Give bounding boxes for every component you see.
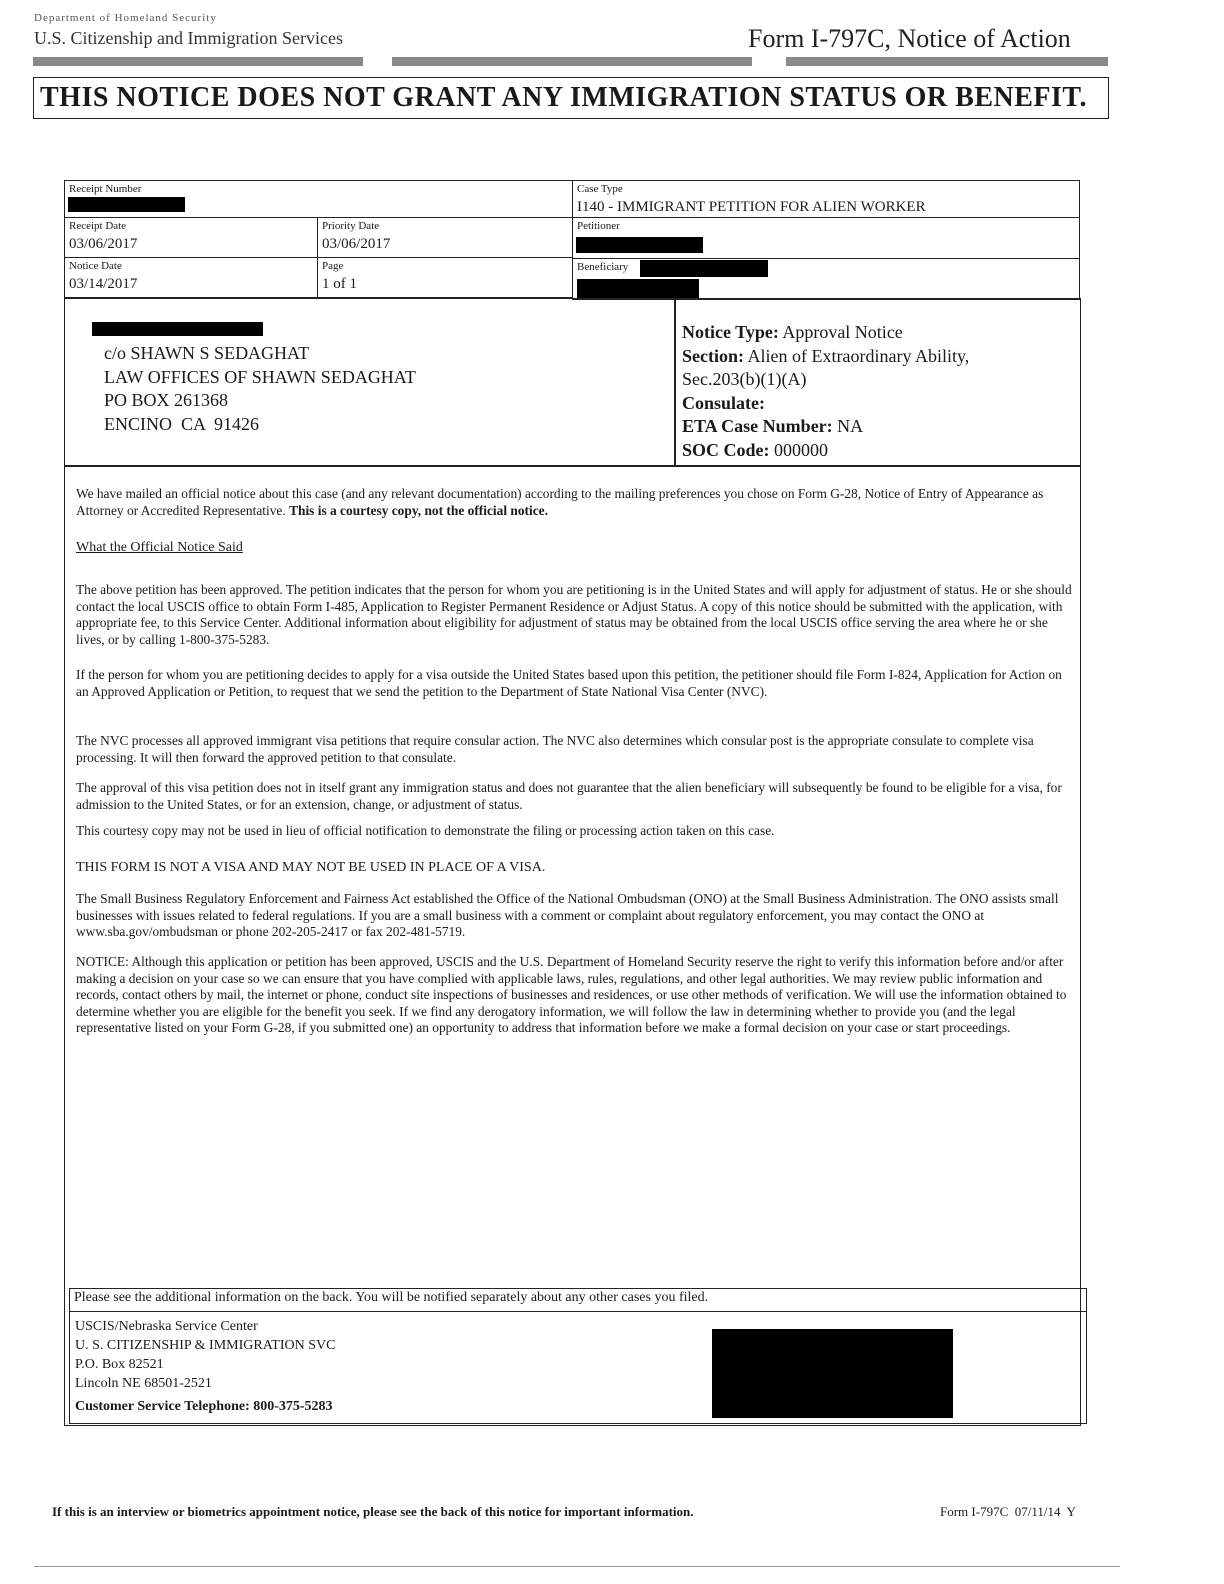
notice-date-label: Notice Date — [69, 260, 122, 272]
redacted-beneficiary-name — [640, 260, 768, 277]
soc-code-label: SOC Code: — [682, 439, 770, 460]
status-banner: THIS NOTICE DOES NOT GRANT ANY IMMIGRATION STATUS OR BENEFIT. — [33, 77, 1109, 119]
service-center-line-4: Lincoln NE 68501-2521 — [75, 1376, 212, 1391]
paragraph-ombudsman: The Small Business Regulatory Enforcement and Fairness Act established the Office of the National Ombudsman (ONO) at the Small Business Administration. The ONO assists small businesses with issues related to federal regulations. If you are a small business with a comment or complaint about regulatory enforcement, you may contact the ONO at www.sba.gov/ombudsman or phone 202-205-2417 or fax 202-481-5719. — [76, 891, 1059, 939]
intro-paragraph — [76, 486, 1072, 519]
page-value: 1 of 1 — [322, 276, 357, 292]
redacted-petitioner — [576, 237, 703, 253]
section-label: Section: — [682, 345, 744, 366]
case-type-cell — [572, 180, 1080, 218]
page-label: Page — [322, 260, 344, 272]
header-band-middle — [392, 57, 752, 66]
notice-date-cell — [64, 257, 318, 298]
case-type-label: Case Type — [577, 183, 623, 195]
address-line-2: LAW OFFICES OF SHAWN SEDAGHAT — [104, 366, 416, 387]
section-value: Alien of Extraordinary Ability, — [747, 345, 970, 366]
receipt-date-cell — [64, 217, 318, 258]
receipt-date-value: 03/06/2017 — [69, 236, 138, 252]
paragraph-approval-disclaimer: The approval of this visa petition does not in itself grant any immigration status and does not guarantee that the alien beneficiary will subsequently be found to be eligible for a visa, for admission to the United States, or for an extension, change, or adjustment of status. — [76, 780, 1062, 812]
service-center-line-2: U. S. CITIZENSHIP & IMMIGRATION SVC — [75, 1338, 336, 1353]
form-title: Form I-797C, Notice of Action — [748, 24, 1071, 53]
not-a-visa-statement: THIS FORM IS NOT A VISA AND MAY NOT BE USED IN PLACE OF A VISA. — [76, 860, 546, 875]
address-line-4: ENCINO CA 91426 — [104, 413, 260, 434]
intro-text: We have mailed an official notice about this case (and any relevant documentation) according to the mailing preferences you chose on Form G-28, Notice of Entry of Appearance as Attorney or Accredited Representative. — [76, 486, 1044, 518]
notice-type-value: Approval Notice — [782, 322, 903, 342]
consulate-label: Consulate: — [682, 392, 766, 413]
redacted-beneficiary-detail — [577, 279, 699, 299]
notice-details — [682, 321, 969, 462]
courtesy-copy-statement: This is a courtesy copy, not the official notice. — [289, 502, 548, 518]
service-center-address — [75, 1317, 335, 1416]
mailing-address — [104, 342, 416, 436]
redacted-receipt-number — [68, 197, 185, 212]
department-name: Department of Homeland Security — [34, 12, 217, 24]
paragraph-approval: The above petition has been approved. The petition indicates that the person for whom you are petitioning is in the United States and will apply for adjustment of status. He or she should contact the local USCIS office to obtain Form I-485, Application to Register Permanent Residence or Adjust Status. A copy of this notice should be submitted with the application, with appropriate fee, to this Service Center. Additional information about eligibility for adjustment of status may be obtained from the local USCIS office serving the area where he or she lives, or by calling 1-800-375-5283. — [76, 582, 1072, 647]
beneficiary-label: Beneficiary — [577, 261, 629, 273]
notice-text: Although this application or petition has been approved, USCIS and the U.S. Department of Homeland Security reserve the right to verify this information before and/or after making a decision on your case so we can ensure that you have complied with applicable laws, rules, regulations, and other legal authorities. We may review public information and records, contact others by mail, the internet or phone, conduct site inspections of businesses and residences, or use other methods of verification. We will use the information obtained to determine whether you are eligible for the benefit you seek. If we find any derogatory information, we will follow the law in determining whether to provide you (and the legal representative listed on your Form G-28, if you submitted one) an opportunity to address that information before we make a formal decision on your case or start proceedings. — [76, 954, 1067, 1035]
address-divider-vertical — [674, 298, 676, 465]
notice-type-label: Notice Type: — [682, 322, 779, 342]
receipt-date-label: Receipt Date — [69, 220, 127, 232]
address-line-1: c/o SHAWN S SEDAGHAT — [104, 343, 310, 363]
footer-note: If this is an interview or biometrics appointment notice, please see the back of this notice for important information. — [52, 1504, 694, 1519]
eta-case-label: ETA Case Number: — [682, 416, 833, 436]
section-heading: What the Official Notice Said — [76, 540, 243, 555]
petitioner-label: Petitioner — [577, 220, 620, 232]
priority-date-cell — [317, 217, 573, 258]
notice-label: NOTICE: — [76, 954, 129, 969]
redacted-barcode — [712, 1329, 953, 1418]
address-line-3: PO BOX 261368 — [104, 390, 229, 410]
paragraph-notice — [76, 954, 1072, 1037]
paragraph-visa-outside-us: If the person for whom you are petitioning decides to apply for a visa outside the United States based upon this petition, the petitioner should file Form I-824, Application for Action on an Approved Application or Petition, to request that we send the petition to the Department of State National Visa Center (NVC). — [76, 667, 1062, 699]
footer-rule — [34, 1566, 1120, 1567]
page-cell — [317, 257, 573, 298]
section-value-2: Sec.203(b)(1)(A) — [682, 369, 807, 389]
service-center-line-3: P.O. Box 82521 — [75, 1357, 164, 1372]
receipt-number-label: Receipt Number — [69, 183, 142, 195]
redacted-addressee — [92, 322, 263, 336]
header-band-left — [33, 57, 363, 66]
priority-date-value: 03/06/2017 — [322, 236, 391, 252]
notice-date-value: 03/14/2017 — [69, 276, 138, 292]
form-identifier: Form I-797C 07/11/14 Y — [940, 1504, 1076, 1519]
paragraph-courtesy-copy: This courtesy copy may not be used in lieu of official notification to demonstrate the filing or processing action taken on this case. — [76, 823, 775, 838]
header-band-right — [786, 57, 1108, 66]
additional-info-row — [69, 1288, 1087, 1312]
soc-code-value: 000000 — [774, 439, 829, 460]
customer-service-phone: Customer Service Telephone: 800-375-5283 — [75, 1399, 333, 1414]
agency-name: U.S. Citizenship and Immigration Services — [34, 28, 343, 48]
additional-info-text: Please see the additional information on the back. You will be notified separately about any other cases you filed. — [74, 1290, 709, 1305]
case-type-value: I140 - IMMIGRANT PETITION FOR ALIEN WORKER — [577, 199, 926, 215]
eta-case-value: NA — [837, 416, 864, 436]
paragraph-nvc: The NVC processes all approved immigrant visa petitions that require consular action. The NVC also determines which consular post is the appropriate consulate to complete visa processing. It will then forward the approved petition to that consulate. — [76, 733, 1034, 765]
address-divider-horizontal — [64, 465, 1081, 467]
priority-date-label: Priority Date — [322, 220, 380, 232]
service-center-line-1: USCIS/Nebraska Service Center — [75, 1319, 258, 1334]
